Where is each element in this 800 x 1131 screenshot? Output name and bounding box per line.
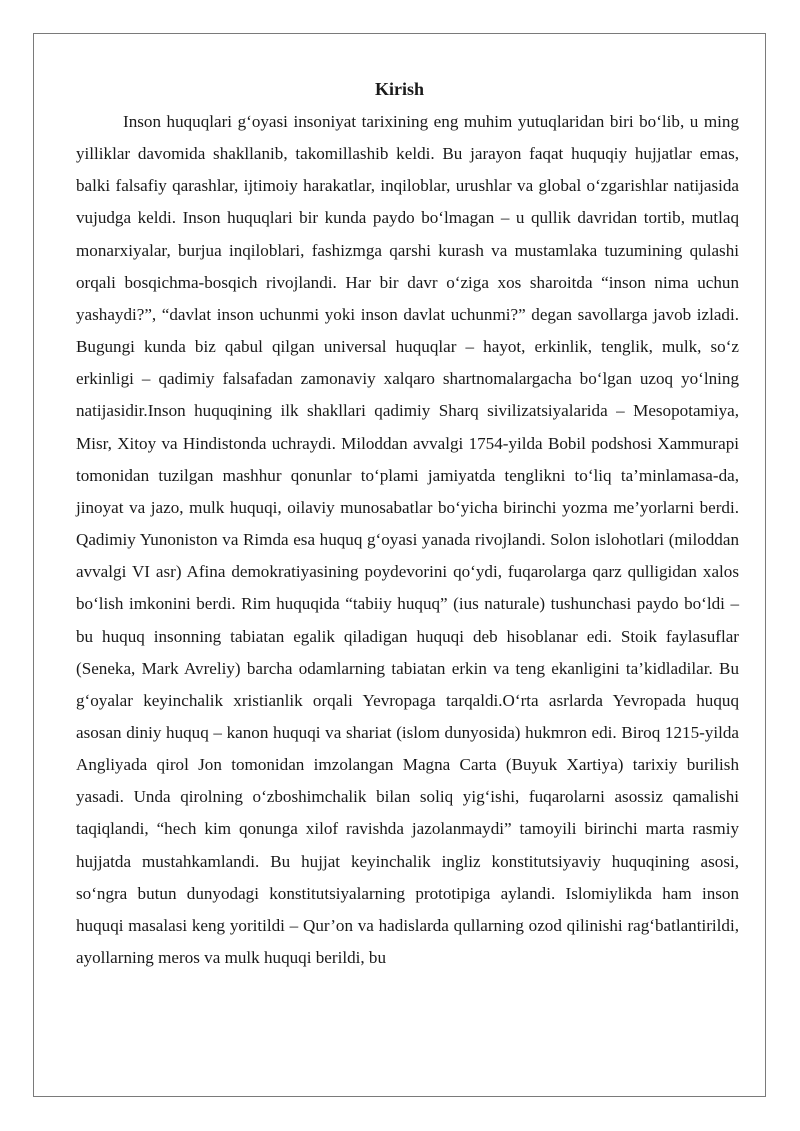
page-frame [33, 33, 766, 1097]
body-paragraph: Inson huquqlari g‘oyasi insoniyat tarixining eng muhim yutuqlaridan biri bo‘lib, u ming yilliklar davomida shakllanib, takomillashib keldi. Bu jarayon faqat huquqiy hujjatlar emas, balki falsafiy qarashlar, ijtimoiy harakatlar, inqiloblar, urushlar va global o‘zgarishlar natijasida vujudga keldi. Inson huquqlari bir kunda paydo bo‘lmagan – u qullik davridan tortib, mutlaq monarxiyalar, burjua inqiloblari, fashizmga qarshi kurash va mustamlaka tuzumining qulashi orqali bosqichma-bosqich rivojlandi. Har bir davr o‘ziga xos sharoitda “inson nima uchun yashaydi?”, “davlat inson uchunmi yoki inson davlat uchunmi?” degan savollarga javob izladi. Bugungi kunda biz qabul qilgan universal huquqlar – hayot, erkinlik, tenglik, mulk, so‘z erkinligi – qadimiy falsafadan zamonaviy xalqaro shartnomalargacha bo‘lgan uzoq yo‘lning natijasidir.Inson huquqining ilk shakllari qadimiy Sharq sivilizatsiyalarida – Mesopotamiya, Misr, Xitoy va Hindistonda uchraydi. Miloddan avvalgi 1754-yilda Bobil podshosi Xammurapi tomonidan tuzilgan mashhur qonunlar to‘plami jamiyatda tenglikni to‘liq ta’minlamasa-da, jinoyat va jazo, mulk huquqi, oilaviy munosabatlar bo‘yicha birinchi yozma me’yorlarni berdi. Qadimiy Yunoniston va Rimda esa huquq g‘oyasi yanada rivojlandi. Solon islohotlari (miloddan avvalgi VI asr) Afina demokratiyasining poydevorini qo‘ydi, fuqarolarga qarz qulligidan xalos bo‘lish imkonini berdi. Rim huquqida “tabiiy huquq” (ius naturale) tushunchasi paydo bo‘ldi – bu huquq insonning tabiatan egalik qiladigan huquqi deb hisoblanar edi. Stoik faylasuflar (Seneka, Mark Avreliy) barcha odamlarning tabiatan erkin va teng ekanligini ta’kidladilar. Bu g‘oyalar keyinchalik xristianlik orqali Yevropaga tarqaldi.O‘rta asrlarda Yevropada huquq asosan diniy huquq – kanon huquqi va shariat (islom dunyosida) hukmron edi. Biroq 1215-yilda Angliyada qirol Jon tomonidan imzolangan Magna Carta (Buyuk Xartiya) tarixiy burilish yasadi. Unda qirolning o‘zboshimchalik bilan soliq yig‘ishi, fuqarolarni asossiz qamalishi taqiqlandi, “hech kim qonunga xilof ravishda jazolanmaydi” tamoyili birinchi marta rasmiy hujjatda mustahkamlandi. Bu hujjat keyinchalik ingliz konstitutsiyaviy huquqining asosi, so‘ngra butun dunyodagi konstitutsiyalarning prototipiga aylandi. Islomiylikda ham inson huquqi masalasi keng yoritildi – Qur’on va hadislarda qullarning ozod qilinishi rag‘batlantirildi, ayollarning meros va mulk huquqi berildi, bu [76, 112, 739, 968]
section-heading: Kirish [374, 79, 424, 99]
